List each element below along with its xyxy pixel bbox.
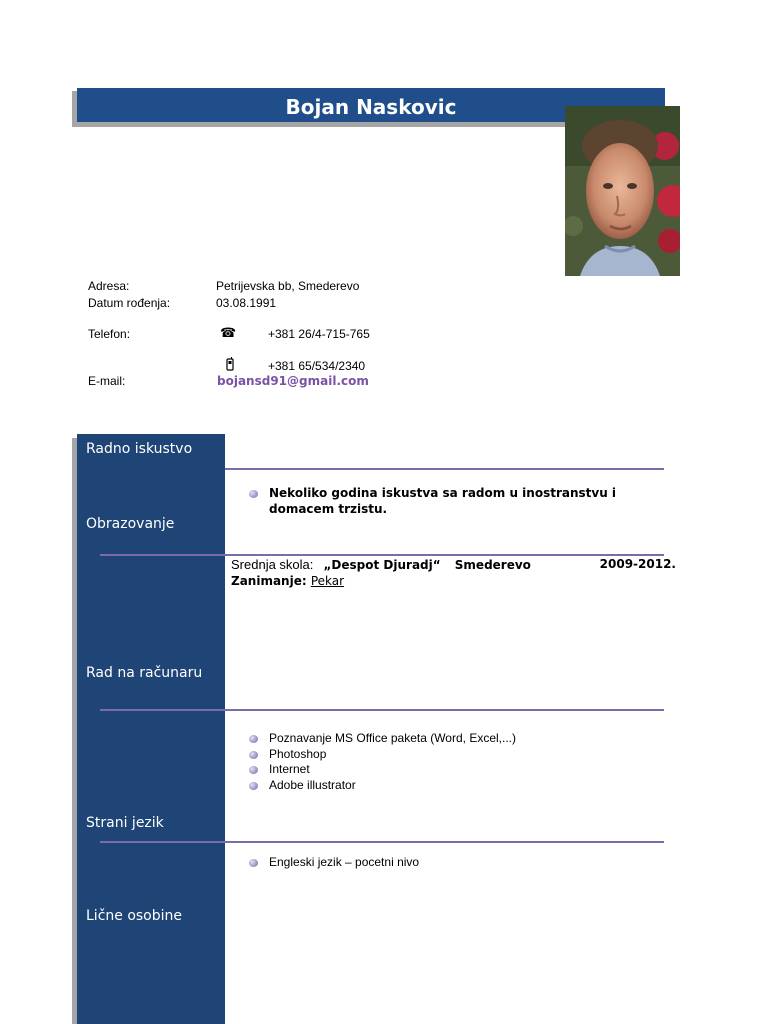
profile-photo: [565, 106, 680, 276]
list-item: Photoshop: [249, 747, 649, 763]
section-title-experience: Radno iskustvo: [86, 441, 193, 457]
address-value: Petrijevska bb, Smederevo: [216, 279, 360, 293]
list-item: Nekoliko godina iskustva sa radom u inostranstvu i domacem trzistu.: [249, 486, 669, 517]
occupation-row: [231, 574, 344, 588]
divider-computer: [100, 709, 664, 711]
school-name: „Despot Djuradj“: [323, 558, 441, 572]
section-title-computer: Rad na računaru: [86, 665, 203, 681]
list-item: Adobe illustrator: [249, 778, 649, 794]
divider-education: [100, 554, 664, 556]
section-title-language: Strani jezik: [86, 815, 164, 831]
email-link[interactable]: bojansd91@gmail.com: [217, 374, 369, 388]
email-label: E-mail:: [88, 374, 126, 388]
school-years: 2009-2012.: [599, 557, 676, 571]
school-label: Srednja skola:: [231, 557, 314, 572]
divider-language: [100, 841, 664, 843]
mobile-phone-icon: [226, 356, 234, 375]
bullet-icon: [249, 751, 258, 759]
computer-skills-list: [249, 731, 649, 793]
list-item: Engleski jezik – pocetni nivo: [249, 855, 649, 871]
experience-list: [249, 486, 669, 517]
phone-value-2: +381 65/534/2340: [268, 359, 366, 373]
bullet-icon: [249, 782, 258, 790]
section-title-education: Obrazovanje: [86, 516, 175, 532]
address-label: Adresa:: [88, 279, 130, 293]
bullet-icon: [249, 859, 258, 867]
divider-experience: [225, 468, 664, 470]
full-name: Bojan Naskovic: [285, 95, 457, 119]
phone-value-1: +381 26/4-715-765: [268, 327, 370, 341]
dob-label: Datum rođenja:: [88, 296, 171, 310]
dob-value: 03.08.1991: [216, 296, 277, 310]
bullet-icon: [249, 766, 258, 774]
language-list: [249, 855, 649, 871]
occupation-label: Zanimanje:: [231, 574, 307, 588]
occupation-value: Pekar: [310, 574, 345, 588]
bullet-icon: [249, 490, 258, 498]
section-title-personal: Lične osobine: [86, 908, 183, 924]
bullet-icon: [249, 735, 258, 743]
list-item: Internet: [249, 762, 649, 778]
school-city: Smederevo: [454, 558, 531, 572]
phone-label: Telefon:: [88, 327, 131, 341]
education-school-row: [231, 557, 676, 575]
telephone-icon: ☎: [220, 326, 237, 341]
list-item: Poznavanje MS Office paketa (Word, Excel,...): [249, 731, 649, 747]
